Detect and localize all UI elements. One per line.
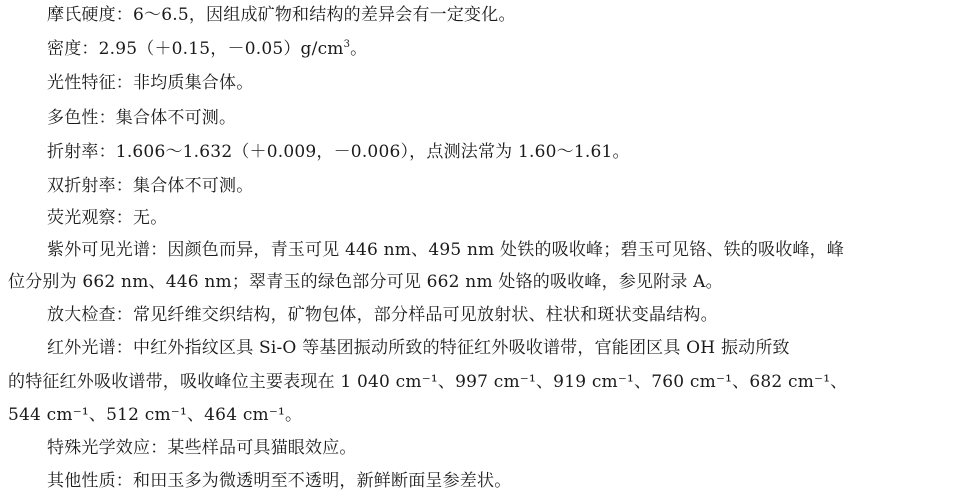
density-end: 。 [350, 39, 368, 59]
infrared-spectrum-line-3: 544 cm⁻¹、512 cm⁻¹、464 cm⁻¹。 [8, 405, 303, 425]
infrared-spectrum-line-1: 红外光谱：中红外指纹区具 Si-O 等基团振动所致的特征红外吸收谱带，官能团区具 OH 振动所致 [47, 338, 790, 358]
magnification-line: 放大检查：常见纤维交织结构，矿物包体，部分样品可见放射状、柱状和斑状变晶结构。 [47, 305, 718, 325]
density-line [47, 37, 367, 61]
density-text: 密度：2.95（＋0.15，－0.05）g/cm [47, 39, 344, 59]
density-superscript: 3 [343, 39, 351, 50]
uv-vis-spectrum-line-1: 紫外可见光谱：因颜色而异，青玉可见 446 nm、495 nm 处铁的吸收峰；碧玉可见铬、铁的吸收峰，峰 [47, 240, 845, 260]
refractive-index-line: 折射率：1.606～1.632（＋0.009，－0.006），点测法常为 1.60～1.61。 [47, 142, 630, 162]
uv-vis-spectrum-line-2: 位分别为 662 nm、446 nm；翠青玉的绿色部分可见 662 nm 处铬的吸收峰，参见附录 A。 [8, 272, 723, 292]
hardness-line: 摩氏硬度：6～6.5，因组成矿物和结构的差异会有一定变化。 [47, 5, 516, 25]
fluorescence-line: 荧光观察：无。 [47, 208, 168, 228]
pleochroism-line: 多色性：集合体不可测。 [47, 108, 237, 128]
other-properties-line: 其他性质：和田玉多为微透明至不透明，新鲜断面呈参差状。 [47, 471, 512, 491]
birefringence-line: 双折射率：集合体不可测。 [47, 176, 254, 196]
optical-character-line: 光性特征：非均质集合体。 [47, 73, 254, 93]
infrared-spectrum-line-2: 的特征红外吸收谱带，吸收峰位主要表现在 1 040 cm⁻¹、997 cm⁻¹、919 cm⁻¹、760 cm⁻¹、682 cm⁻¹、 [8, 372, 848, 392]
special-optical-effect-line: 特殊光学效应：某些样品可具猫眼效应。 [47, 438, 357, 458]
